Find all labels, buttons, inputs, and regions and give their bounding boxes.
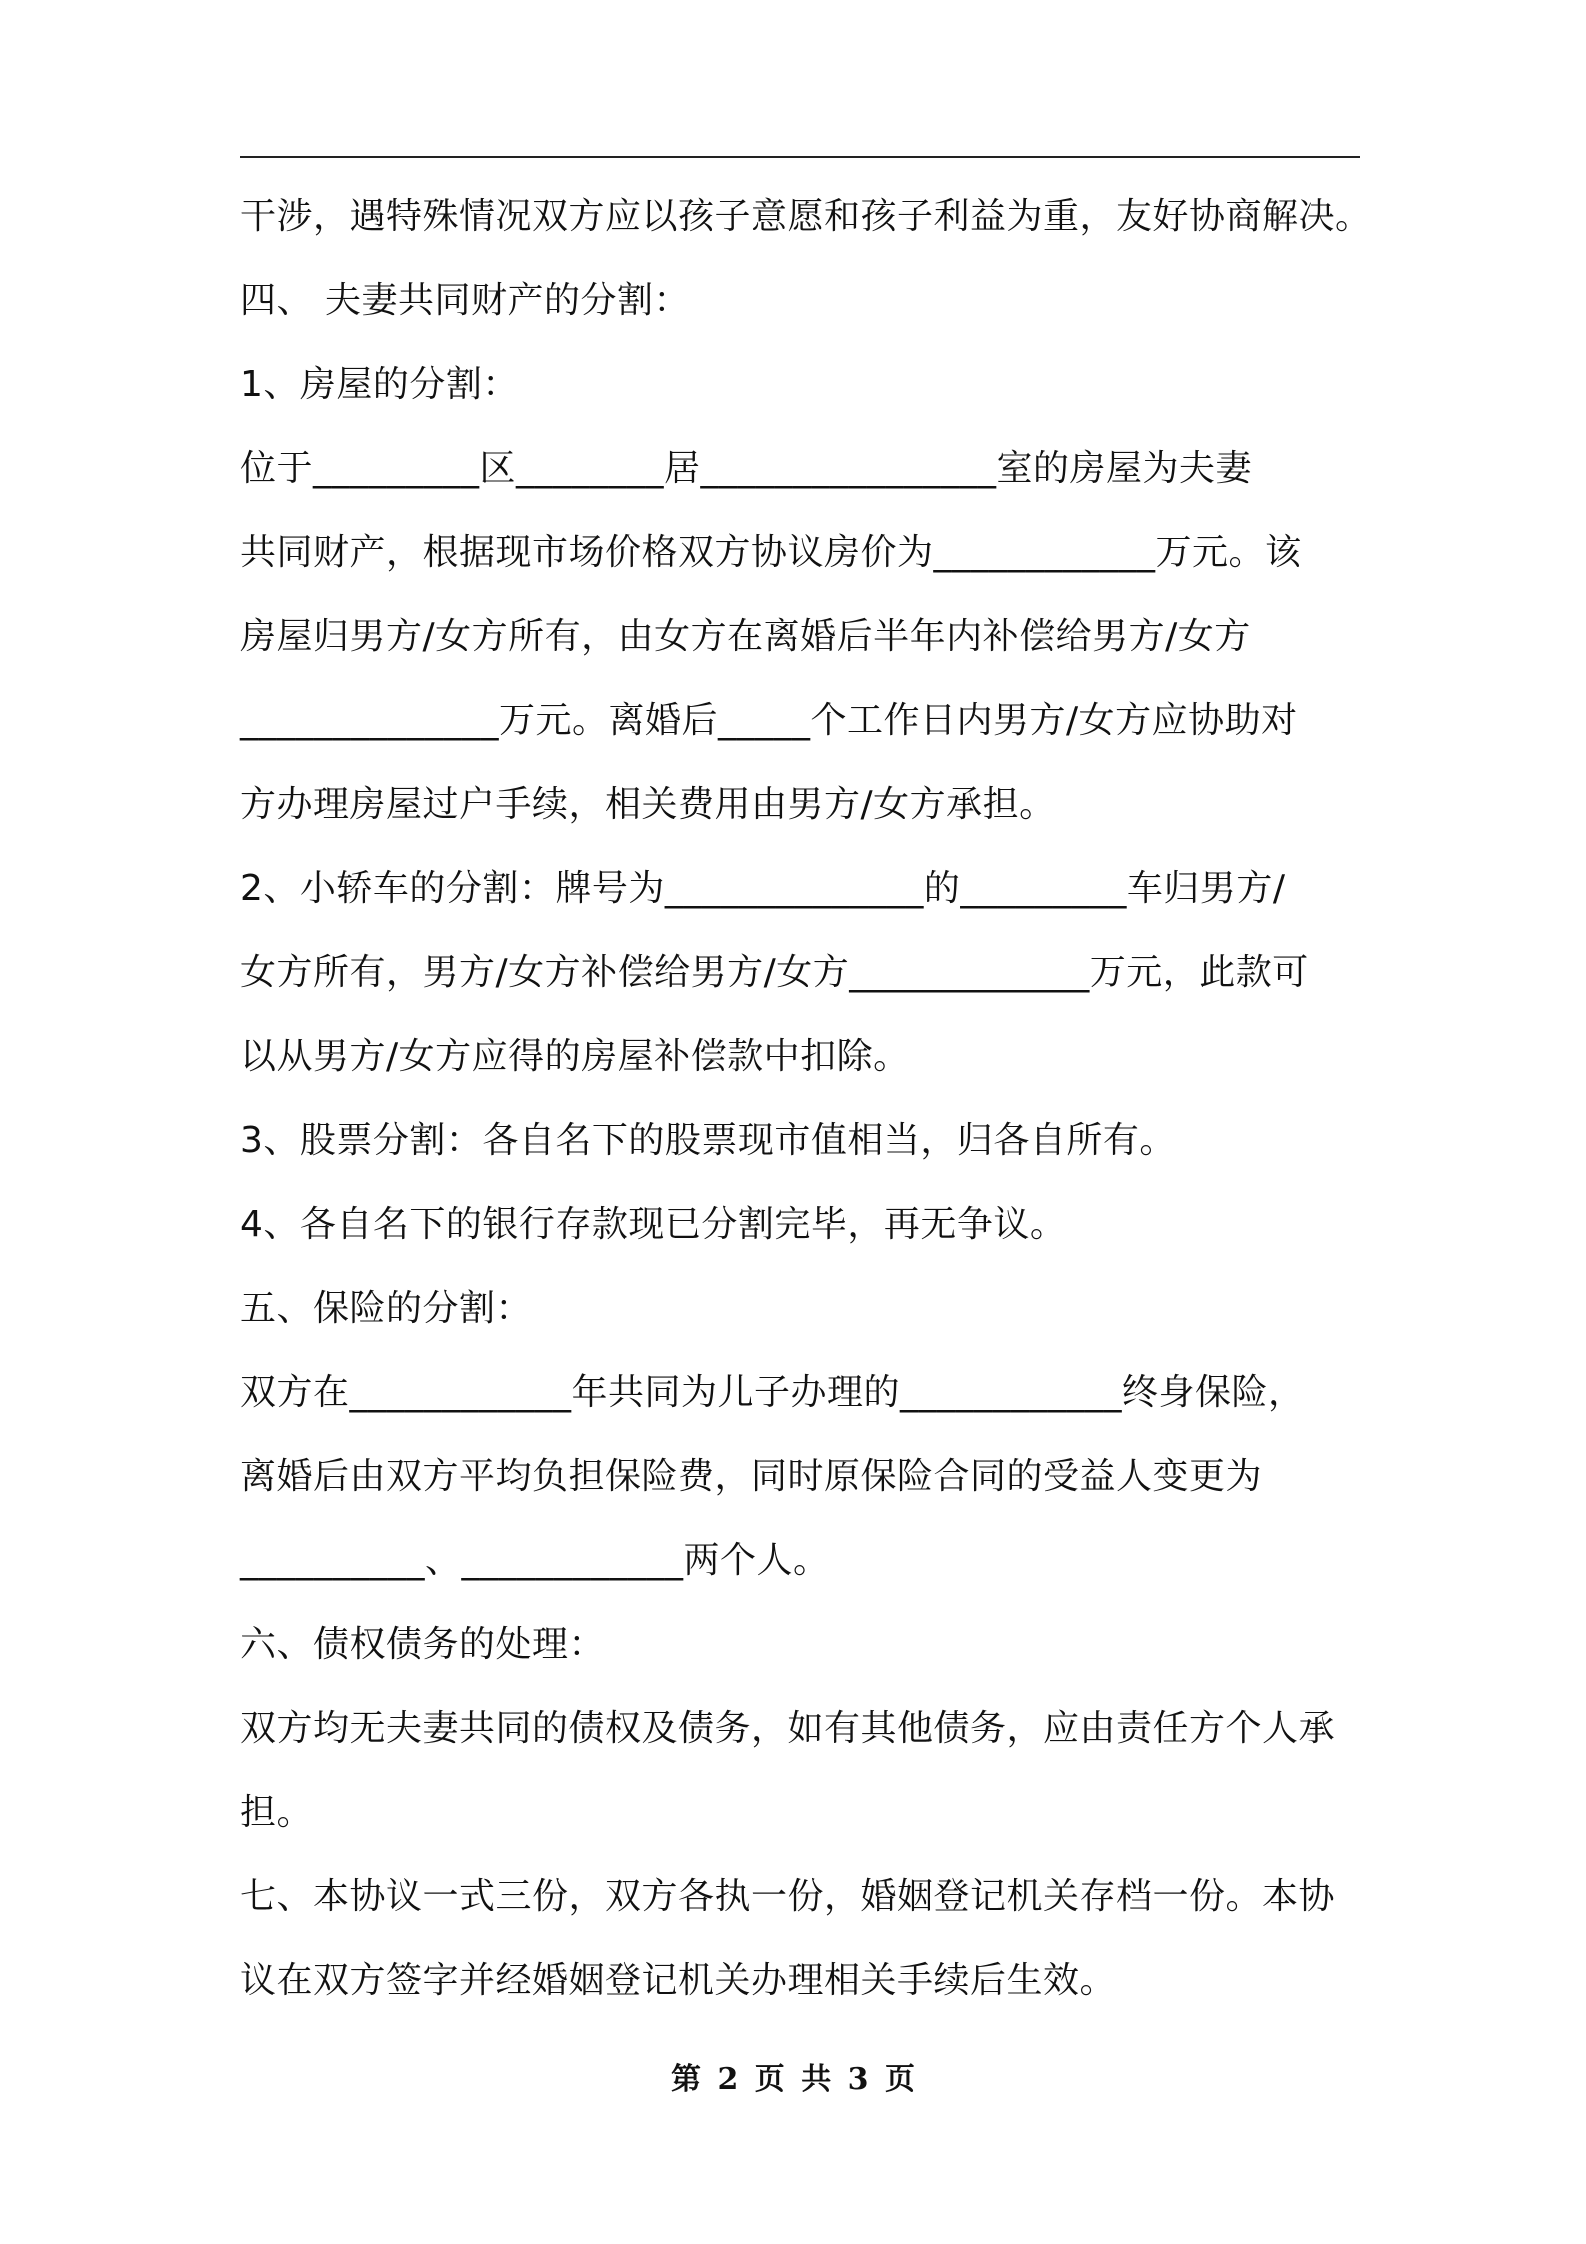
document-body bbox=[240, 196, 1380, 2044]
text-line: 干涉，遇特殊情况双方应以孩子意愿和孩子利益为重，友好协商解决。 bbox=[240, 196, 1372, 237]
text-line: 房屋归男方/女方所有，由女方在离婚后半年内补偿给男方/女方 bbox=[240, 616, 1251, 657]
header-rule bbox=[240, 156, 1360, 158]
page-number: 第 2 页 共 3 页 bbox=[671, 2062, 915, 2097]
text-line: __________、____________两个人。 bbox=[240, 1540, 830, 1581]
text-line: 以从男方/女方应得的房屋补偿款中扣除。 bbox=[240, 1036, 910, 1077]
text-line: 3、股票分割：各自名下的股票现市值相当，归各自所有。 bbox=[240, 1120, 1176, 1161]
text-line: 离婚后由双方平均负担保险费，同时原保险合同的受益人变更为 bbox=[240, 1456, 1263, 1497]
section-heading: 四、 夫妻共同财产的分割： bbox=[240, 280, 690, 321]
section-heading: 五、保险的分割： bbox=[240, 1288, 533, 1329]
subsection-heading: 1、房屋的分割： bbox=[240, 364, 519, 405]
text-line: 4、各自名下的银行存款现已分割完毕，再无争议。 bbox=[240, 1204, 1067, 1245]
text-line: 议在双方签字并经婚姻登记机关办理相关手续后生效。 bbox=[240, 1960, 1117, 2001]
text-line: 方办理房屋过户手续，相关费用由男方/女方承担。 bbox=[240, 784, 1056, 825]
text-line: 双方在____________年共同为儿子办理的____________终身保险， bbox=[240, 1372, 1305, 1413]
text-line: 双方均无夫妻共同的债权及债务，如有其他债务，应由责任方个人承 bbox=[240, 1708, 1336, 1749]
text-line: 2、小轿车的分割：牌号为______________的_________车归男方/ bbox=[240, 868, 1286, 909]
text-line: 女方所有，男方/女方补偿给男方/女方_____________万元，此款可 bbox=[240, 952, 1309, 993]
text-line: 位于_________区________居________________室的房屋为夫妻 bbox=[240, 448, 1253, 489]
text-line: ______________万元。离婚后_____个工作日内男方/女方应协助对 bbox=[240, 700, 1298, 741]
text-line: 担。 bbox=[240, 1792, 314, 1833]
section-heading: 六、债权债务的处理： bbox=[240, 1624, 606, 1665]
text-line: 七、本协议一式三份，双方各执一份，婚姻登记机关存档一份。本协 bbox=[240, 1876, 1336, 1917]
text-line: 共同财产，根据现市场价格双方协议房价为____________万元。该 bbox=[240, 532, 1302, 573]
